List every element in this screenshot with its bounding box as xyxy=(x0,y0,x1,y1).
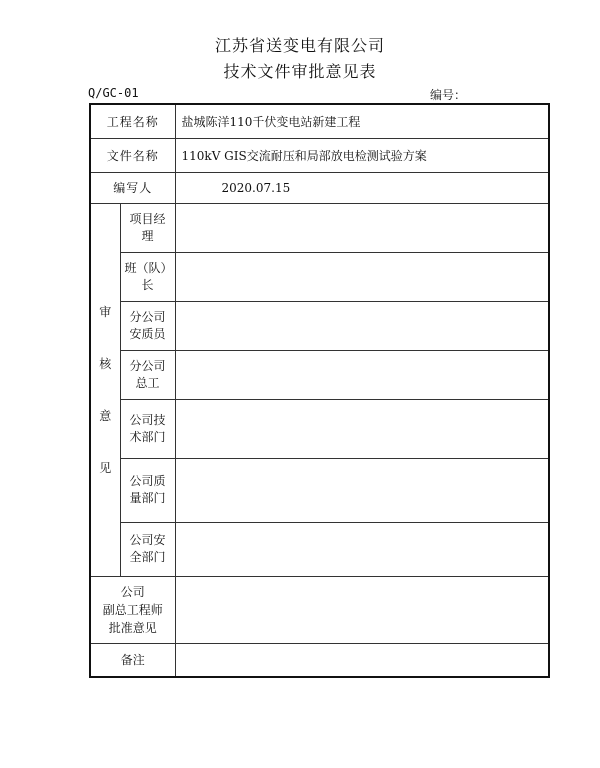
approval-form-table xyxy=(89,103,550,678)
remarks-row xyxy=(90,643,549,677)
form-title: 技术文件审批意见表 xyxy=(223,62,377,81)
review-row xyxy=(90,522,549,576)
reviewer-tech-dept-opinion[interactable] xyxy=(175,399,549,458)
author-row xyxy=(90,172,549,203)
reviewer-branch-chief-engineer-opinion[interactable] xyxy=(175,350,549,399)
reviewer-team-leader: 班（队） 长 xyxy=(120,252,175,301)
form-code: Q/GC-01 xyxy=(88,86,139,100)
file-name-row xyxy=(90,138,549,172)
review-section-label: 审 核 意 见 xyxy=(90,203,120,576)
review-row xyxy=(90,252,549,301)
review-row xyxy=(90,203,549,252)
reviewer-safety-dept: 公司安 全部门 xyxy=(120,522,175,576)
file-name-value: 110kV GIS交流耐压和局部放电检测试验方案 xyxy=(175,138,549,172)
author-label: 编写人 xyxy=(90,172,175,203)
approval-row xyxy=(90,576,549,643)
reviewer-quality-dept-opinion[interactable] xyxy=(175,458,549,522)
project-name-label: 工程名称 xyxy=(90,104,175,138)
reviewer-safety-dept-opinion[interactable] xyxy=(175,522,549,576)
remarks-label: 备注 xyxy=(90,643,175,677)
review-row xyxy=(90,350,549,399)
company-title: 江苏省送变电有限公司 xyxy=(214,36,385,55)
reviewer-project-manager: 项目经 理 xyxy=(120,203,175,252)
file-name-label: 文件名称 xyxy=(90,138,175,172)
remarks-value[interactable] xyxy=(175,643,549,677)
project-name-value: 盐城陈洋110千伏变电站新建工程 xyxy=(175,104,549,138)
reviewer-team-leader-opinion[interactable] xyxy=(175,252,549,301)
reviewer-project-manager-opinion[interactable] xyxy=(175,203,549,252)
reviewer-tech-dept: 公司技 术部门 xyxy=(120,399,175,458)
review-row xyxy=(90,399,549,458)
reviewer-branch-safety-opinion[interactable] xyxy=(175,301,549,350)
project-name-row xyxy=(90,104,549,138)
reviewer-branch-chief-engineer: 分公司 总工 xyxy=(120,350,175,399)
review-row xyxy=(90,458,549,522)
reviewer-quality-dept: 公司质 量部门 xyxy=(120,458,175,522)
approval-opinion[interactable] xyxy=(175,576,549,643)
number-label: 编号： xyxy=(430,88,467,102)
reviewer-branch-safety: 分公司 安质员 xyxy=(120,301,175,350)
approval-label: 公司 副总工程师 批准意见 xyxy=(90,576,175,643)
review-row xyxy=(90,301,549,350)
author-value: 2020.07.15 xyxy=(175,172,549,203)
